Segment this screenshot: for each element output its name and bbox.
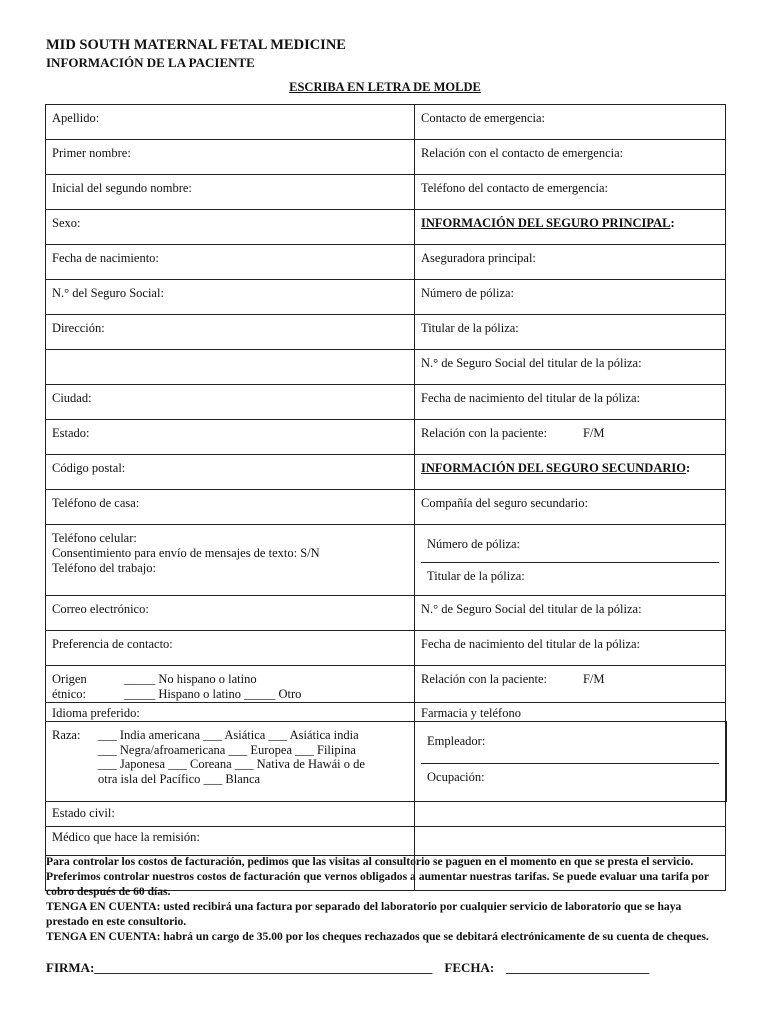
ciudad-field[interactable]: Ciudad:	[46, 385, 415, 420]
form-row	[46, 210, 726, 245]
origen-label-line-2: étnico:	[52, 686, 87, 701]
relacion-paciente-2-field[interactable]	[415, 666, 726, 703]
form-row	[46, 490, 726, 525]
form-row	[46, 525, 726, 596]
estado-civil-field[interactable]: Estado civil:	[46, 801, 415, 826]
form-row	[46, 420, 726, 455]
telefono-contacto-field[interactable]: Teléfono del contacto de emergencia:	[415, 175, 726, 210]
seguro-principal-heading	[415, 210, 726, 245]
seguro-social-field[interactable]: N.° del Seguro Social:	[46, 280, 415, 315]
form-row	[46, 280, 726, 315]
origen-label-line-1: Origen	[52, 672, 87, 686]
fecha-nacimiento-field[interactable]: Fecha de nacimiento:	[46, 245, 415, 280]
medico-right-blank[interactable]	[415, 826, 726, 855]
ss-titular-1-field[interactable]: N.° de Seguro Social del titular de la póliza:	[415, 350, 726, 385]
primer-nombre-field[interactable]: Primer nombre:	[46, 140, 415, 175]
seguro-principal-title: INFORMACIÓN DEL SEGURO PRINCIPAL	[421, 216, 671, 230]
form-row	[46, 703, 726, 722]
seguro-secundario-colon: :	[685, 461, 691, 475]
seguro-secundario-heading	[415, 455, 726, 490]
fn-titular-1-field[interactable]: Fecha de nacimiento del titular de la póliza:	[415, 385, 726, 420]
origen-label	[52, 672, 124, 702]
aseguradora-principal-field[interactable]: Aseguradora principal:	[415, 245, 726, 280]
telefono-casa-field[interactable]: Teléfono de casa:	[46, 490, 415, 525]
form-row	[46, 105, 726, 140]
relacion-paciente-1-fm: F/M	[582, 426, 605, 440]
form-row	[46, 175, 726, 210]
raza-options-line-2[interactable]: ___ Negra/afroamericana ___ Europea ___ Filipina	[98, 742, 356, 757]
ocupacion-field[interactable]: Ocupación:	[427, 769, 485, 784]
numero-poliza-2-field[interactable]: Número de póliza:	[421, 531, 719, 563]
estado-field[interactable]: Estado:	[46, 420, 415, 455]
fn-titular-2-field[interactable]: Fecha de nacimiento del titular de la póliza:	[415, 631, 726, 666]
seguro-secundario-title: INFORMACIÓN DEL SEGURO SECUNDARIO	[421, 461, 686, 475]
form-row	[46, 455, 726, 490]
org-title: MID SOUTH MATERNAL FETAL MEDICINE	[46, 37, 346, 53]
fecha-field[interactable]: ______________________	[506, 960, 650, 975]
form-row	[46, 596, 726, 631]
inicial-segundo-field[interactable]: Inicial del segundo nombre:	[46, 175, 415, 210]
print-instruction: ESCRIBA EN LETRA DE MOLDE	[289, 80, 481, 94]
apellido-field[interactable]: Apellido:	[46, 105, 415, 140]
relacion-paciente-1-label: Relación con la paciente:	[421, 426, 547, 440]
consentimiento-label: Consentimiento para envío de mensajes de texto: S/N	[52, 545, 320, 560]
form-row	[46, 666, 726, 703]
fecha-label: FECHA:	[444, 960, 495, 975]
raza-options-line-4[interactable]: otra isla del Pacífico ___ Blanca	[98, 772, 261, 786]
raza-options-line-3[interactable]: ___ Japonesa ___ Coreana ___ Nativa de Hawái o de	[98, 757, 365, 772]
origen-option-hispano-otro[interactable]: _____ Hispano o latino _____ Otro	[124, 686, 302, 701]
firma-field[interactable]: ____________________________________________________	[94, 960, 433, 975]
numero-poliza-1-field[interactable]: Número de póliza:	[415, 280, 726, 315]
poliza-titular-2-cell	[415, 525, 726, 596]
relacion-contacto-field[interactable]: Relación con el contacto de emergencia:	[415, 140, 726, 175]
relacion-paciente-2-fm: F/M	[582, 672, 605, 686]
direccion-line-2-field[interactable]	[46, 350, 415, 385]
titular-poliza-2-field[interactable]: Titular de la póliza:	[427, 569, 525, 583]
origen-etnico-field[interactable]	[46, 666, 415, 703]
checks-note: TENGA EN CUENTA: habrá un cargo de 35.00 por los cheques rechazados que se debitará electrónicamente de su cuenta de cheques.	[46, 930, 709, 943]
form-row	[46, 826, 726, 855]
form-row	[46, 385, 726, 420]
form-row	[46, 350, 726, 385]
sexo-field[interactable]: Sexo:	[46, 210, 415, 245]
estado-civil-right-blank[interactable]	[415, 801, 726, 826]
firma-label: FIRMA:	[46, 960, 95, 975]
titular-poliza-1-field[interactable]: Titular de la póliza:	[415, 315, 726, 350]
form-row	[46, 721, 726, 801]
relacion-paciente-1-field[interactable]	[415, 420, 726, 455]
compania-secundario-field[interactable]: Compañía del seguro secundario:	[415, 490, 726, 525]
direccion-field[interactable]: Dirección:	[46, 315, 415, 350]
contacto-emergencia-field[interactable]: Contacto de emergencia:	[415, 105, 726, 140]
form-row	[46, 631, 726, 666]
notes-block	[46, 854, 726, 944]
form-row	[46, 140, 726, 175]
origen-option-no-hispano[interactable]: _____ No hispano o latino	[124, 672, 257, 686]
seguro-principal-colon: :	[670, 216, 675, 230]
raza-label: Raza:	[52, 727, 81, 742]
telefono-trabajo-label: Teléfono del trabajo:	[52, 560, 156, 575]
codigo-postal-field[interactable]: Código postal:	[46, 455, 415, 490]
preferencia-contacto-field[interactable]: Preferencia de contacto:	[46, 631, 415, 666]
billing-note: Para controlar los costos de facturación, pedimos que las visitas al consultorio se paguen en el momento en que se presta el servicio. Preferimos controlar nuestros costos de facturación que vernos obligados a aumentar nuestras tarifas. Se puede evaluar una tarifa por cobro después de 60 días.	[46, 855, 709, 898]
form-subtitle: INFORMACIÓN DE LA PACIENTE	[46, 55, 255, 70]
empleo-cell	[415, 721, 726, 801]
empleador-field[interactable]: Empleador:	[421, 728, 719, 764]
form-row	[46, 315, 726, 350]
medico-remision-field[interactable]: Médico que hace la remisión:	[46, 826, 415, 855]
telefono-celular-label: Teléfono celular:	[52, 531, 137, 545]
raza-options-line-1[interactable]: ___ India americana ___ Asiática ___ Asiática india	[98, 727, 359, 742]
relacion-paciente-2-label: Relación con la paciente:	[421, 672, 547, 686]
telefonos-field[interactable]	[46, 525, 415, 596]
form-row	[46, 245, 726, 280]
raza-field[interactable]	[46, 721, 415, 801]
farmacia-field[interactable]: Farmacia y teléfono	[415, 703, 726, 722]
lab-note: TENGA EN CUENTA: usted recibirá una factura por separado del laboratorio por cualquier servicio de laboratorio que se haya prestado en este consultorio.	[46, 900, 682, 928]
form-row	[46, 801, 726, 826]
correo-field[interactable]: Correo electrónico:	[46, 596, 415, 631]
ss-titular-2-field[interactable]: N.° de Seguro Social del titular de la póliza:	[415, 596, 726, 631]
signature-line	[46, 960, 746, 976]
idioma-field[interactable]: Idioma preferido:	[46, 703, 415, 722]
patient-info-form	[45, 104, 727, 891]
